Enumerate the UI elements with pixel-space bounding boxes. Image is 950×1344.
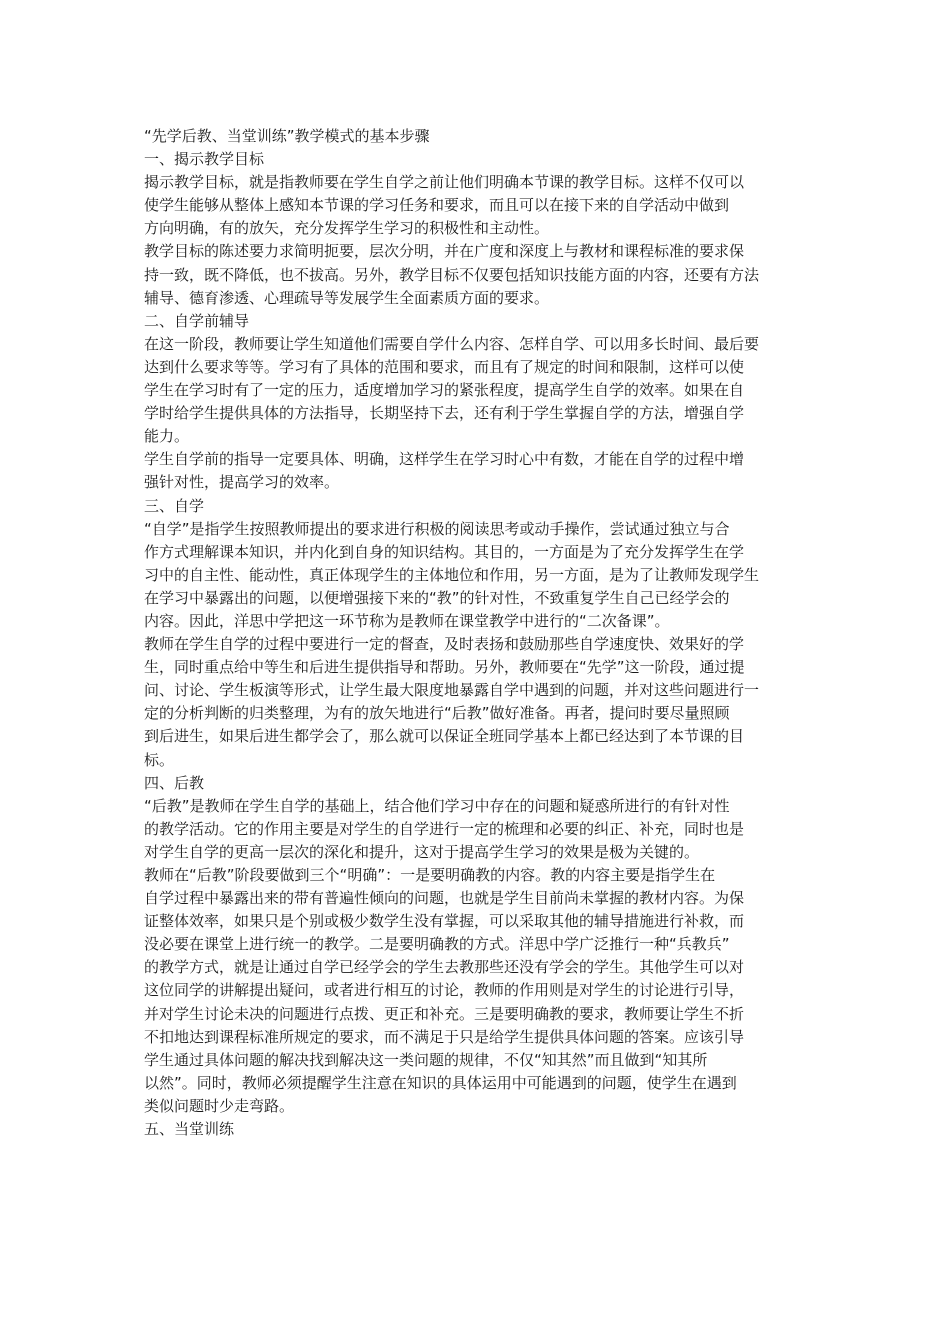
paragraph-line: 作方式理解课本知识，并内化到自身的知识结构。其目的，一方面是为了充分发挥学生在学 bbox=[144, 542, 745, 561]
section-heading: 二、自学前辅导 bbox=[144, 311, 250, 330]
paragraph-line: 学生通过具体问题的解决找到解决这一类问题的规律，不仅“知其然”而且做到“知其所 bbox=[144, 1050, 708, 1069]
paragraph-line: 内容。因此，洋思中学把这一环节称为是教师在课堂教学中进行的“二次备课”。 bbox=[144, 611, 670, 630]
paragraph-line: 持一致，既不降低，也不拔高。另外，教学目标不仅要包括知识技能方面的内容，还要有方法 bbox=[144, 265, 760, 284]
paragraph-line: 的教学方式，就是让通过自学已经学会的学生去教那些还没有学会的学生。其他学生可以对 bbox=[144, 958, 745, 977]
section-heading: 四、后教 bbox=[144, 773, 205, 792]
document-body bbox=[144, 125, 810, 1141]
paragraph-line: 方向明确，有的放矢，充分发挥学生学习的积极性和主动性。 bbox=[144, 219, 550, 238]
document-title: “先学后教、当堂训练”教学模式的基本步骤 bbox=[144, 127, 430, 145]
section-heading: 五、当堂训练 bbox=[144, 1120, 235, 1139]
paragraph-line: 辅导、德育渗透、心理疏导等发展学生全面素质方面的要求。 bbox=[144, 288, 550, 307]
paragraph-line: 学时给学生提供具体的方法指导，长期坚持下去，还有利于学生掌握自学的方法，增强自学 bbox=[144, 404, 745, 423]
paragraph-line: 的教学活动。它的作用主要是对学生的自学进行一定的梳理和必要的纠正、补充，同时也是 bbox=[144, 819, 745, 838]
paragraph-line: 使学生能够从整体上感知本节课的学习任务和要求，而且可以在接下来的自学活动中做到 bbox=[144, 196, 730, 215]
paragraph-line: 生，同时重点给中等生和后进生提供指导和帮助。另外，教师要在“先学”这一阶段，通过提 bbox=[144, 658, 745, 677]
paragraph-line: 问、讨论、学生板演等形式，让学生最大限度地暴露自学中遇到的问题，并对这些问题进行一 bbox=[144, 681, 760, 700]
section-heading: 一、揭示教学目标 bbox=[144, 150, 265, 169]
paragraph-line: 教学目标的陈述要力求简明扼要，层次分明，并在广度和深度上与教材和课程标准的要求保 bbox=[144, 242, 745, 261]
section-heading: 三、自学 bbox=[144, 496, 205, 515]
paragraph-line: 到后进生，如果后进生都学会了，那么就可以保证全班同学基本上都已经达到了本节课的目 bbox=[144, 727, 745, 746]
paragraph-line: 能力。 bbox=[144, 427, 190, 446]
paragraph-line: 习中的自主性、能动性，真正体现学生的主体地位和作用，另一方面，是为了让教师发现学生 bbox=[144, 565, 760, 584]
paragraph-line: 并对学生讨论未决的问题进行点拨、更正和补充。三是要明确教的要求，教师要让学生不折 bbox=[144, 1004, 745, 1023]
paragraph-line: 这位同学的讲解提出疑问，或者进行相互的讨论，教师的作用则是对学生的讨论进行引导， bbox=[144, 981, 745, 1000]
paragraph-line: 类似问题时少走弯路。 bbox=[144, 1096, 295, 1115]
paragraph-line: 学生自学前的指导一定要具体、明确，这样学生在学习时心中有数，才能在自学的过程中增 bbox=[144, 450, 745, 469]
paragraph-line: 自学过程中暴露出来的带有普遍性倾向的问题，也就是学生目前尚未掌握的教材内容。为保 bbox=[144, 889, 745, 908]
paragraph-line: 以然”。同时，教师必须提醒学生注意在知识的具体运用中可能遇到的问题，使学生在遇到 bbox=[144, 1073, 737, 1092]
paragraph-line: “自学”是指学生按照教师提出的要求进行积极的阅读思考或动手操作，尝试通过独立与合 bbox=[144, 519, 730, 538]
paragraph-line: 定的分析判断的归类整理，为有的放矢地进行“后教”做好准备。再者，提问时要尽量照顾 bbox=[144, 704, 730, 723]
paragraph-line: 证整体效率，如果只是个别或极少数学生没有掌握，可以采取其他的辅导措施进行补救，而 bbox=[144, 912, 745, 931]
paragraph-line: 达到什么要求等等。学习有了具体的范围和要求，而且有了规定的时间和限制，这样可以使 bbox=[144, 357, 745, 376]
paragraph-line: 教师在“后教”阶段要做到三个“明确”：一是要明确教的内容。教的内容主要是指学生在 bbox=[144, 866, 716, 884]
paragraph-line: 标。 bbox=[144, 750, 175, 769]
paragraph-line: 学生在学习时有了一定的压力，适度增加学习的紧张程度，提高学生自学的效率。如果在自 bbox=[144, 381, 745, 400]
paragraph-line: 没必要在课堂上进行统一的教学。二是要明确教的方式。洋思中学广泛推行一种“兵教兵” bbox=[144, 935, 730, 954]
paragraph-line: 对学生自学的更高一层次的深化和提升，这对于提高学生学习的效果是极为关键的。 bbox=[144, 842, 700, 861]
paragraph-line: 在这一阶段，教师要让学生知道他们需要自学什么内容、怎样自学、可以用多长时间、最后要 bbox=[144, 334, 760, 353]
paragraph-line: 在学习中暴露出的问题，以便增强接下来的“教”的针对性，不致重复学生自己已经学会的 bbox=[144, 588, 730, 607]
paragraph-line: 揭示教学目标，就是指教师要在学生自学之前让他们明确本节课的教学目标。这样不仅可以 bbox=[144, 173, 745, 192]
paragraph-line: 强针对性，提高学习的效率。 bbox=[144, 473, 340, 492]
paragraph-line: “后教”是教师在学生自学的基础上，结合他们学习中存在的问题和疑惑所进行的有针对性 bbox=[144, 796, 730, 815]
paragraph-line: 不扣地达到课程标准所规定的要求，而不满足于只是给学生提供具体问题的答案。应该引导 bbox=[144, 1027, 745, 1046]
paragraph-line: 教师在学生自学的过程中要进行一定的督查，及时表扬和鼓励那些自学速度快、效果好的学 bbox=[144, 635, 745, 654]
